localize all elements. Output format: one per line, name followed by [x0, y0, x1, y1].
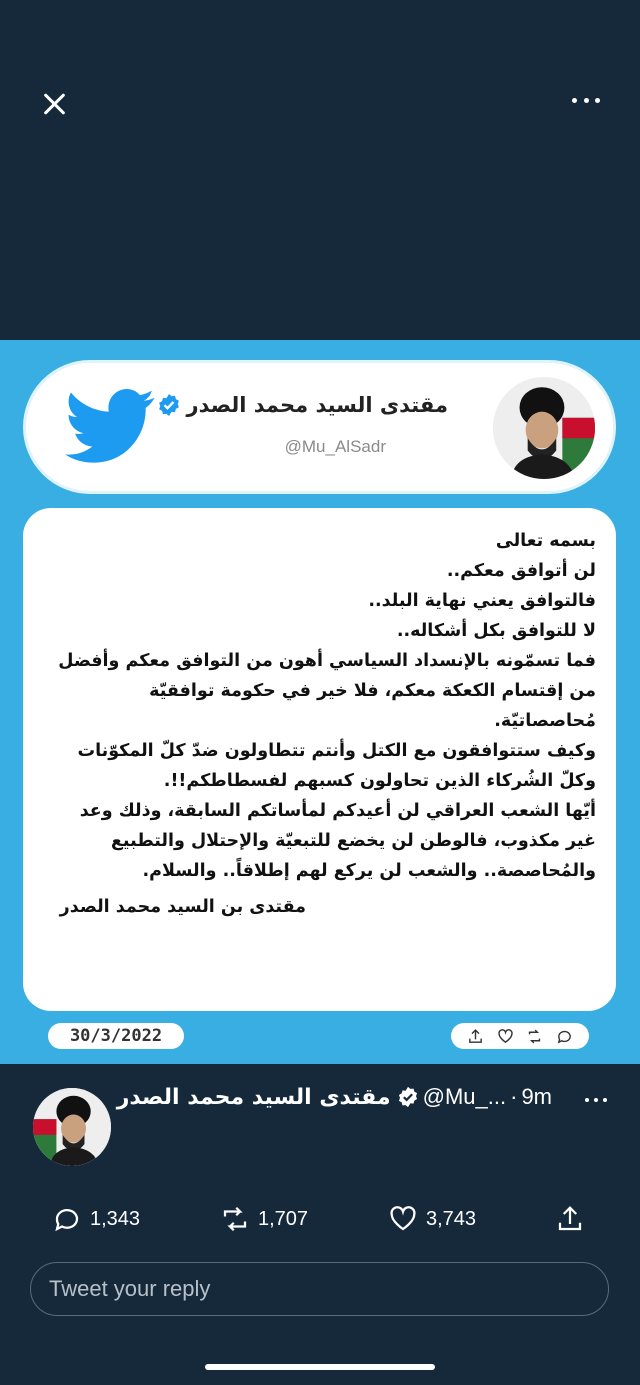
author-name[interactable]: مقتدى السيد محمد الصدر — [116, 1084, 391, 1110]
tweet-media-image[interactable] — [0, 340, 640, 1064]
statement-line: فالتوافق يعني نهاية البلد.. — [368, 591, 596, 611]
statement-line: والمُحاصصة.. والشعب لن يركع لهم إطلاقاً.. والسلام. — [142, 861, 596, 881]
like-count: 3,743 — [426, 1207, 477, 1230]
time-separator: · — [510, 1084, 518, 1109]
statement-line: فما تسمّونه بالإنسداد السياسي أهون من التوافق معكم وأفضل — [58, 651, 596, 671]
reply-input[interactable] — [31, 1263, 608, 1315]
retweet-count: 1,707 — [258, 1207, 309, 1230]
engagement-bar — [0, 1204, 640, 1240]
statement-line: غير مكذوب، فالوطن لن يخضع للتبعيّة والإحتلال والتطبيع — [110, 831, 596, 851]
retweet-icon — [220, 1204, 250, 1234]
statement-line: لن أتوافق معكم.. — [446, 561, 596, 581]
statement-line: وكلّ الشُركاء الذين تحاولون كسبهم لفسطاطكم!!. — [163, 771, 596, 791]
image-action-icons — [451, 1023, 589, 1049]
statement-date: 30/3/2022 — [48, 1023, 184, 1049]
twitter-bird-icon — [64, 387, 156, 467]
reply-button[interactable] — [52, 1204, 140, 1234]
statement-signature: مقتدى بن السيد محمد الصدر — [59, 897, 306, 917]
statement-line: أيّها الشعب العراقي لن أعيدكم لمأساتكم السابقة، وذلك وعد — [79, 801, 596, 821]
share-icon — [467, 1028, 484, 1045]
retweet-button[interactable] — [220, 1204, 308, 1234]
reply-field[interactable] — [30, 1262, 609, 1316]
author-avatar[interactable] — [33, 1088, 111, 1166]
profile-header-card — [23, 360, 616, 494]
more-horizontal-icon[interactable] — [572, 98, 600, 108]
close-icon[interactable] — [38, 88, 70, 120]
statement-line: بسمه تعالى — [495, 531, 596, 551]
statement-line: من إقتسام الكعكة معكم، فلا خير في حكومة توافقيّة — [149, 681, 596, 701]
retweet-icon — [526, 1028, 543, 1045]
media-viewer-topbar — [0, 0, 640, 340]
statement-line: لا للتوافق بكل أشكاله.. — [396, 621, 596, 641]
reply-count: 1,343 — [90, 1207, 141, 1230]
share-button[interactable] — [555, 1204, 585, 1234]
home-indicator[interactable] — [205, 1364, 435, 1370]
reply-icon — [556, 1028, 573, 1045]
verified-badge-icon — [397, 1086, 419, 1108]
like-button[interactable] — [388, 1204, 476, 1234]
profile-name: مقتدى السيد محمد الصدر — [186, 393, 448, 417]
profile-avatar — [493, 377, 595, 479]
tweet-time: 9m — [521, 1084, 552, 1109]
reply-icon — [52, 1204, 82, 1234]
tweet-header — [117, 1084, 552, 1110]
like-icon — [497, 1028, 514, 1045]
verified-badge-icon — [157, 393, 181, 417]
statement-text-card — [23, 508, 616, 1011]
share-icon — [555, 1204, 585, 1234]
more-horizontal-icon[interactable] — [585, 1098, 607, 1104]
profile-handle: @Mu_AlSadr — [284, 437, 386, 456]
statement-line: وكيف ستتوافقون مع الكتل وأنتم تتطاولون ضدّ كلّ المكوّنات — [77, 741, 596, 761]
statement-line: مُحاصصاتيّة. — [494, 711, 596, 731]
tweet-details — [0, 1064, 640, 1385]
author-handle[interactable]: @Mu_... — [422, 1084, 507, 1109]
like-icon — [388, 1204, 418, 1234]
